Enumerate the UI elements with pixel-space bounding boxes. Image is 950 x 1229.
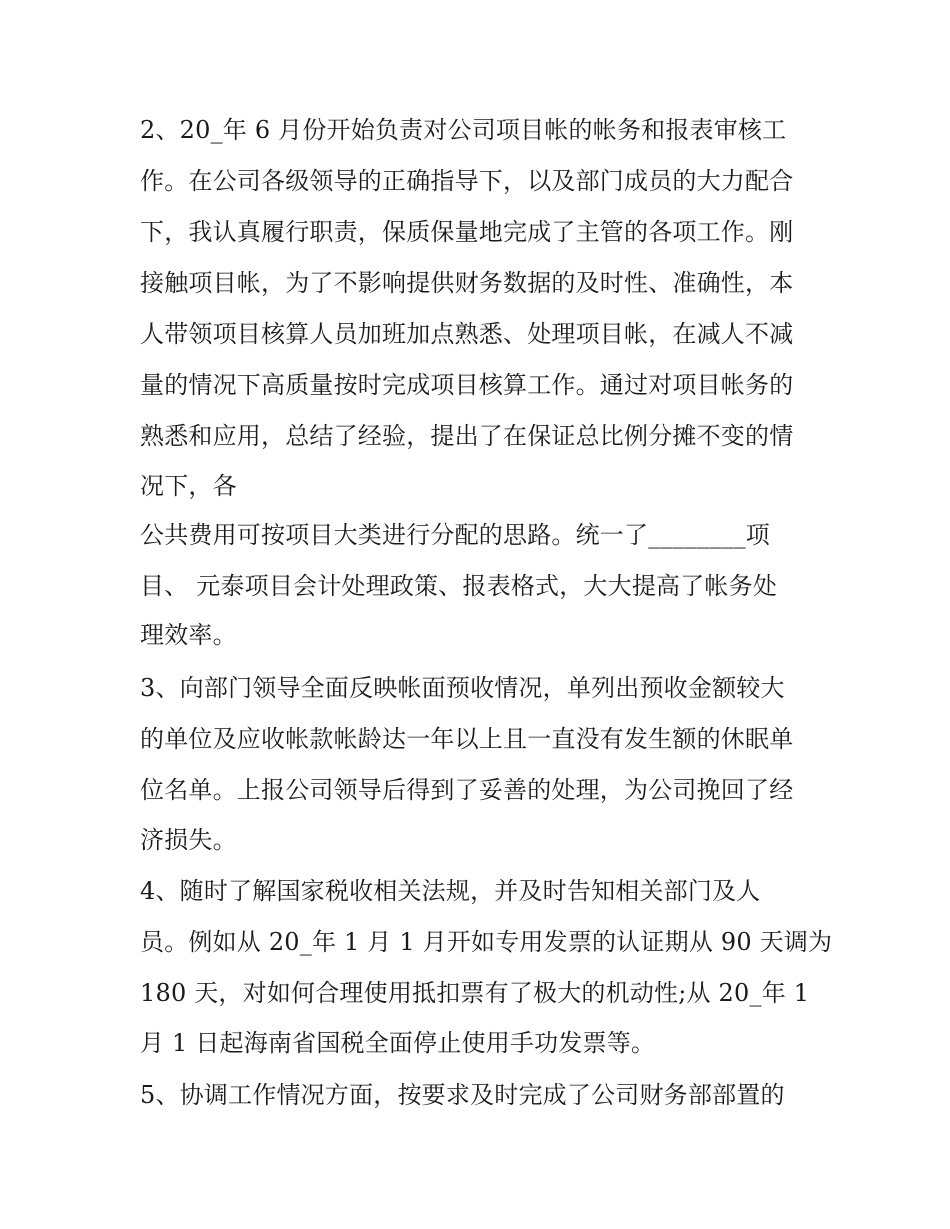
text-line: 5、协调工作情况方面，按要求及时完成了公司财务部部置的 bbox=[140, 1081, 785, 1109]
text-line: 目、 元泰项目会计处理政策、报表格式，大大提高了帐务处 bbox=[140, 572, 778, 600]
text-line: 理效率。 bbox=[140, 621, 237, 649]
text-line: 下，我认真履行职责，保质保量地完成了主管的各项工作。刚 bbox=[140, 218, 794, 246]
text-line: 量的情况下高质量按时完成项目核算工作。通过对项目帐务的 bbox=[140, 371, 794, 399]
text-line: 180 天，对如何合理使用抵扣票有了极大的机动性;从 20_年 1 bbox=[140, 979, 810, 1007]
text-line: 公共费用可按项目大类进行分配的思路。统一了________项 bbox=[140, 521, 770, 549]
text-line: 位名单。上报公司领导后得到了妥善的处理，为公司挽回了经 bbox=[140, 776, 794, 804]
text-line: 况下，各 bbox=[140, 472, 237, 500]
text-line: 接触项目帐，为了不影响提供财务数据的及时性、准确性，本 bbox=[140, 269, 794, 297]
text-line: 人带领项目核算人员加班加点熟悉、处理项目帐，在减人不减 bbox=[140, 320, 794, 348]
text-line: 2、20_年 6 月份开始负责对公司项目帐的帐务和报表审核工 bbox=[140, 116, 787, 144]
text-line: 月 1 日起海南省国税全面停止使用手功发票等。 bbox=[140, 1029, 656, 1057]
text-line: 熟悉和应用，总结了经验，提出了在保证总比例分摊不变的情 bbox=[140, 422, 794, 450]
text-line: 济损失。 bbox=[140, 826, 237, 854]
text-line: 4、随时了解国家税收相关法规，并及时告知相关部门及人 bbox=[140, 877, 761, 905]
text-line: 的单位及应收帐款帐龄达一年以上且一直没有发生额的休眠单 bbox=[140, 725, 794, 753]
text-line: 3、向部门领导全面反映帐面预收情况，单列出预收金额较大 bbox=[140, 674, 785, 702]
text-line: 员。例如从 20_年 1 月 1 月开如专用发票的认证期从 90 天调为 bbox=[140, 928, 833, 956]
text-line: 作。在公司各级领导的正确指导下，以及部门成员的大力配合 bbox=[140, 167, 794, 195]
